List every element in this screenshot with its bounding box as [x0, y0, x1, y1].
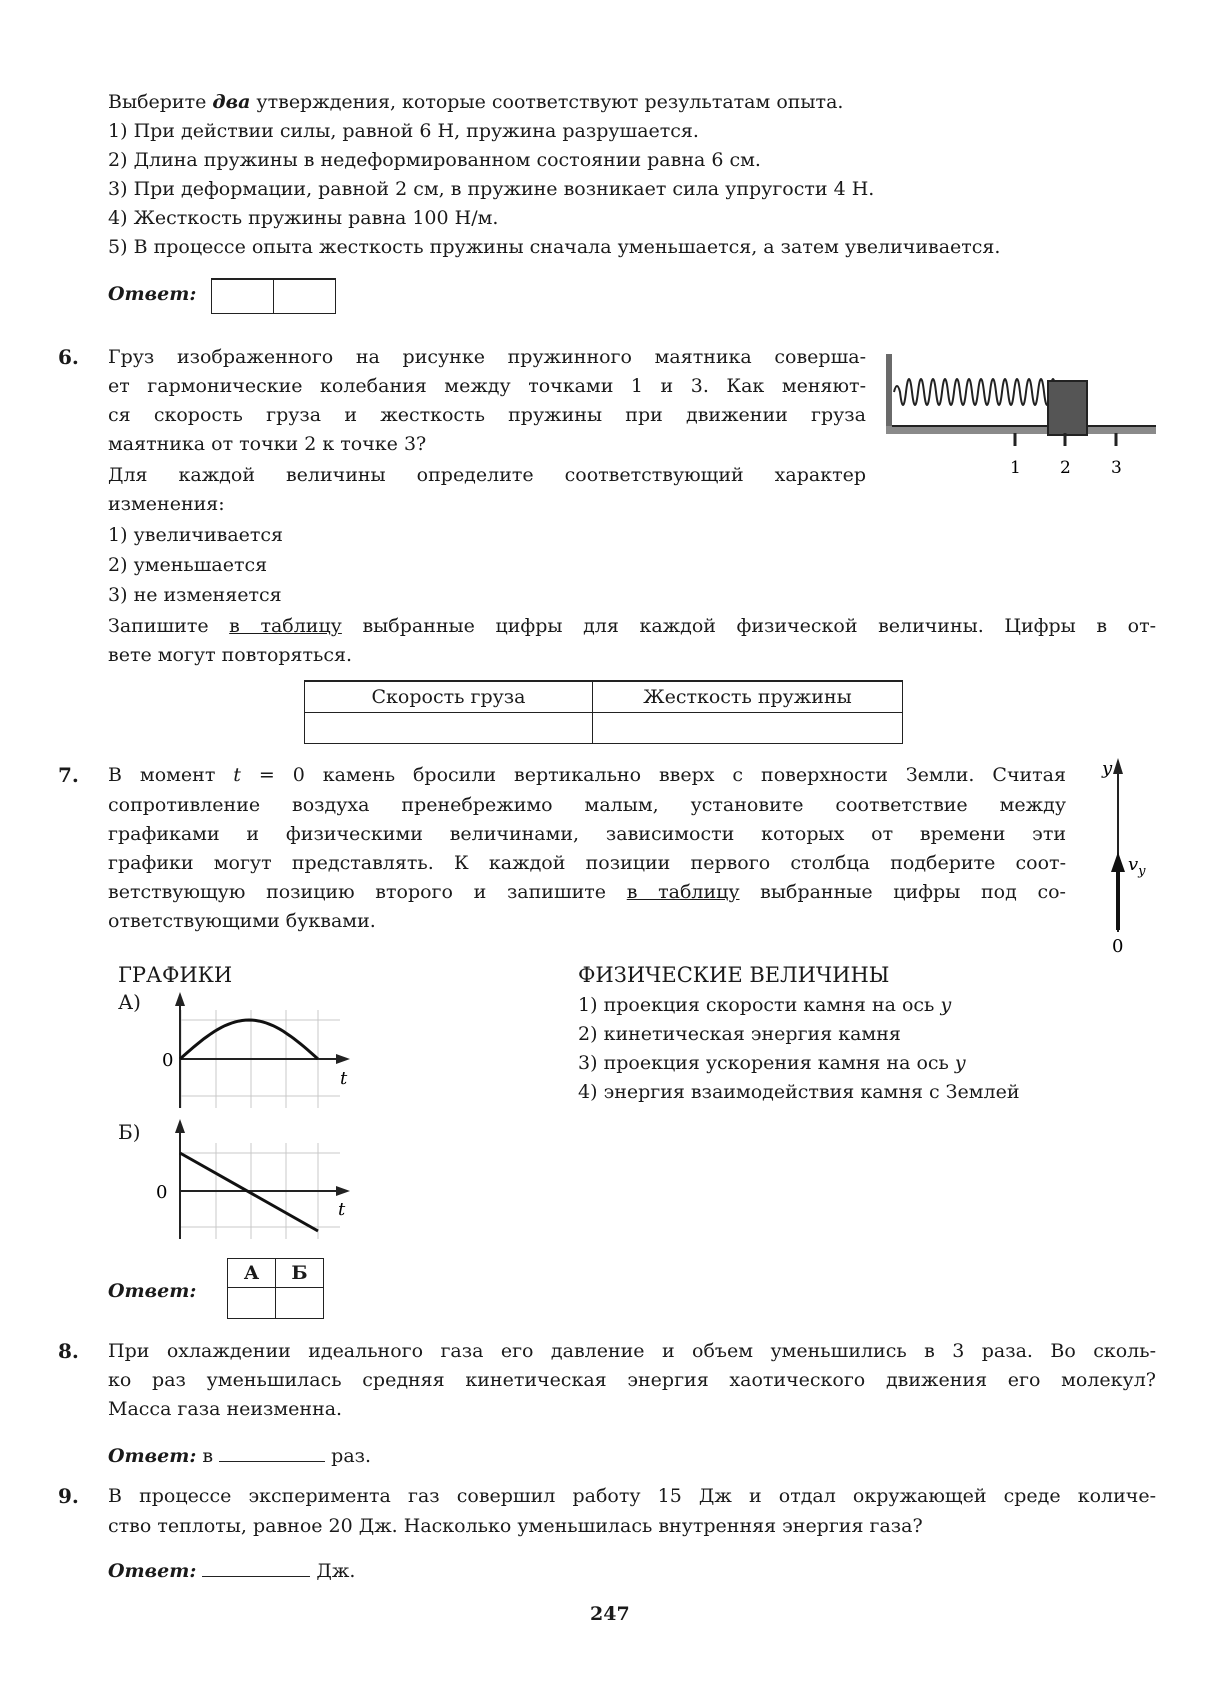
- option-text: не изменяется: [133, 584, 282, 606]
- answer-speed[interactable]: [305, 713, 593, 744]
- instruction-underlined: в таблицу: [229, 615, 342, 637]
- velocity-arrow-icon: [1111, 852, 1125, 872]
- option-text: При действии силы, равной 6 Н, пружина разрушается.: [133, 120, 699, 142]
- q6-number: 6.: [58, 345, 79, 369]
- q5-option-4: [108, 206, 498, 230]
- quantity-number: 3): [578, 1052, 598, 1074]
- option-text: уменьшается: [133, 554, 268, 576]
- option-text: В процессе опыта жесткость пружины сначала уменьшается, а затем увеличивается.: [133, 236, 1001, 258]
- q9-answer-label: Ответ:: [108, 1560, 197, 1582]
- velocity-subscript: y: [1138, 864, 1146, 879]
- line-underlined: в таблицу: [626, 881, 740, 903]
- wall: [886, 354, 892, 432]
- quantity-3: [578, 1051, 966, 1075]
- line-text: В момент: [108, 764, 234, 786]
- line-text-end: = 0 камень бросили вертикально вверх с поверхности Земли. Считая: [240, 764, 1066, 786]
- q6-line-1: Груз изображенного на рисунке пружинного маятника соверша-: [108, 346, 866, 368]
- q8-answer: [108, 1443, 371, 1468]
- graph-b-label: Б): [118, 1120, 141, 1144]
- q7-line-6: ответствующими буквами.: [108, 910, 376, 932]
- answer-cell-1[interactable]: [211, 278, 274, 314]
- q7-line-4: графики могут представлять. К каждой позиции первого столбца подберите соот-: [108, 852, 1066, 874]
- q6-option-2: [108, 553, 267, 577]
- page-number: 247: [590, 1603, 630, 1625]
- q8-line-3: Масса газа неизменна.: [108, 1398, 343, 1420]
- quantities-heading: ФИЗИЧЕСКИЕ ВЕЛИЧИНЫ: [578, 963, 890, 987]
- line-text: ветствующую позицию второго и запишите: [108, 881, 627, 903]
- option-text: При деформации, равной 2 см, в пружине возникает сила упругости 4 Н.: [133, 178, 875, 200]
- vertical-axis-figure: [1080, 752, 1180, 962]
- y-axis-label: y: [1102, 758, 1113, 779]
- q7-number: 7.: [58, 763, 79, 787]
- q6-instruction: [108, 614, 1156, 638]
- graph-b: [150, 1115, 360, 1240]
- q8-answer-label: Ответ:: [108, 1445, 197, 1467]
- q5-option-3: [108, 177, 874, 201]
- graph-b-y-arrow-icon: [175, 1119, 185, 1133]
- option-number: 5): [108, 236, 128, 258]
- q5-option-5: [108, 235, 1000, 259]
- option-text: Жесткость пружины равна 100 Н/м.: [133, 207, 499, 229]
- q6-line-4: маятника от точки 2 к точке 3?: [108, 433, 427, 455]
- header-speed: Скорость груза: [305, 681, 593, 713]
- weight-block: [1048, 381, 1087, 435]
- instruction-text: Запишите: [108, 615, 230, 637]
- q5-option-1: [108, 119, 699, 143]
- q9-answer-field[interactable]: [202, 1558, 310, 1577]
- quantity-2: [578, 1022, 901, 1046]
- q7-line-5: [108, 880, 1066, 904]
- q8-line-1: При охлаждении идеального газа его давление и объем уменьшились в 3 раза. Во сколь-: [108, 1340, 1156, 1362]
- q8-number: 8.: [58, 1339, 79, 1363]
- q7-line-2: сопротивление воздуха пренебрежимо малым, установите соответствие между: [108, 794, 1066, 816]
- q6-line-2: ет гармонические колебания между точками 1 и 3. Как меняют-: [108, 375, 866, 397]
- q9-line-2: ство теплоты, равное 20 Дж. Насколько уменьшилась внутренняя энергия газа?: [108, 1515, 923, 1537]
- quantity-text: проекция скорости камня на ось: [603, 994, 941, 1016]
- q6-line-5: Для каждой величины определите соответствующий характер: [108, 464, 866, 486]
- graph-a-curve: [180, 1020, 318, 1059]
- quantity-text: кинетическая энергия камня: [603, 1023, 901, 1045]
- graph-b-zero: 0: [156, 1182, 168, 1203]
- q7-line-1: [108, 763, 1066, 787]
- point-label-3: 3: [1111, 458, 1122, 478]
- q5-intro: [108, 90, 843, 114]
- option-text: увеличивается: [133, 524, 284, 546]
- option-number: 3): [108, 178, 128, 200]
- option-text: Длина пружины в недеформированном состоянии равна 6 см.: [133, 149, 761, 171]
- spring-pendulum-figure: [880, 348, 1160, 478]
- header-b: Б: [276, 1259, 324, 1288]
- header-stiffness: Жесткость пружины: [593, 681, 903, 713]
- q7-answer-label: Ответ:: [108, 1280, 197, 1302]
- quantity-text: энергия взаимодействия камня с Землей: [603, 1081, 1020, 1103]
- option-number: 1): [108, 120, 128, 142]
- q6-line-3: ся скорость груза и жесткость пружины при движении груза: [108, 404, 866, 426]
- point-label-1: 1: [1010, 458, 1021, 478]
- graph-a-t-label: t: [340, 1068, 348, 1089]
- q9-line-1: В процессе эксперимента газ совершил работу 15 Дж и отдал окружающей среде количе-: [108, 1485, 1156, 1507]
- q5-intro-text-end: утверждения, которые соответствуют результатам опыта.: [250, 91, 844, 113]
- quantity-1: [578, 993, 951, 1017]
- q8-line-2: ко раз уменьшилась средняя кинетическая энергия хаотического движения его молекул?: [108, 1369, 1156, 1391]
- q6-option-1: [108, 523, 283, 547]
- q9-number: 9.: [58, 1484, 79, 1508]
- spring-icon: [894, 379, 1056, 405]
- q6-line-6: изменения:: [108, 493, 225, 515]
- graphs-heading: ГРАФИКИ: [118, 963, 233, 987]
- instruction-text-end: выбранные цифры для каждой физической величины. Цифры в от-: [341, 615, 1156, 637]
- graph-a-y-arrow-icon: [175, 992, 185, 1006]
- velocity-label: [1128, 854, 1146, 879]
- q7-answer-table: [227, 1258, 324, 1319]
- quantity-number: 2): [578, 1023, 598, 1045]
- graph-a-zero: 0: [162, 1050, 174, 1071]
- answer-stiffness[interactable]: [593, 713, 903, 744]
- graph-a-x-arrow-icon: [336, 1054, 350, 1064]
- y-axis-arrow-icon: [1113, 758, 1123, 774]
- q5-intro-emphasis: два: [212, 91, 251, 113]
- q5-answer-boxes: [211, 278, 336, 314]
- quantity-4: [578, 1080, 1020, 1104]
- origin-label: 0: [1112, 936, 1124, 957]
- q7-line-3: графиками и физическими величинами, зависимости которых от времени эти: [108, 823, 1066, 845]
- option-number: 4): [108, 207, 128, 229]
- floor: [886, 426, 1156, 434]
- point-label-2: 2: [1060, 458, 1071, 478]
- q5-option-2: [108, 148, 761, 172]
- option-number: 3): [108, 584, 128, 606]
- quantity-text: проекция ускорения камня на ось: [603, 1052, 955, 1074]
- graph-a: [150, 990, 360, 1110]
- q6-instruction-line-2: вете могут повторяться.: [108, 644, 353, 666]
- q9-answer: [108, 1558, 355, 1583]
- q9-answer-unit: Дж.: [310, 1560, 356, 1582]
- graph-b-x-arrow-icon: [336, 1186, 350, 1196]
- option-number: 2): [108, 554, 128, 576]
- line-text-end: выбранные цифры под со-: [739, 881, 1066, 903]
- answer-b[interactable]: [276, 1288, 324, 1319]
- answer-cell-2[interactable]: [274, 278, 336, 314]
- velocity-symbol: v: [1128, 854, 1139, 875]
- q8-answer-unit: раз.: [325, 1445, 372, 1467]
- quantity-variable: y: [940, 994, 952, 1016]
- option-number: 2): [108, 149, 128, 171]
- quantity-number: 1): [578, 994, 598, 1016]
- answer-a[interactable]: [228, 1288, 276, 1319]
- graph-b-t-label: t: [338, 1199, 346, 1220]
- option-number: 1): [108, 524, 128, 546]
- graph-a-label: А): [118, 990, 141, 1014]
- q5-intro-text: Выберите: [108, 91, 213, 113]
- q8-answer-field[interactable]: [219, 1443, 325, 1462]
- header-a: А: [228, 1259, 276, 1288]
- time-variable: t: [233, 764, 241, 786]
- q8-answer-prefix: в: [196, 1445, 220, 1467]
- q6-option-3: [108, 583, 282, 607]
- q6-answer-table: [304, 680, 903, 744]
- quantity-number: 4): [578, 1081, 598, 1103]
- q5-answer-label: Ответ:: [108, 283, 197, 305]
- quantity-variable: y: [954, 1052, 966, 1074]
